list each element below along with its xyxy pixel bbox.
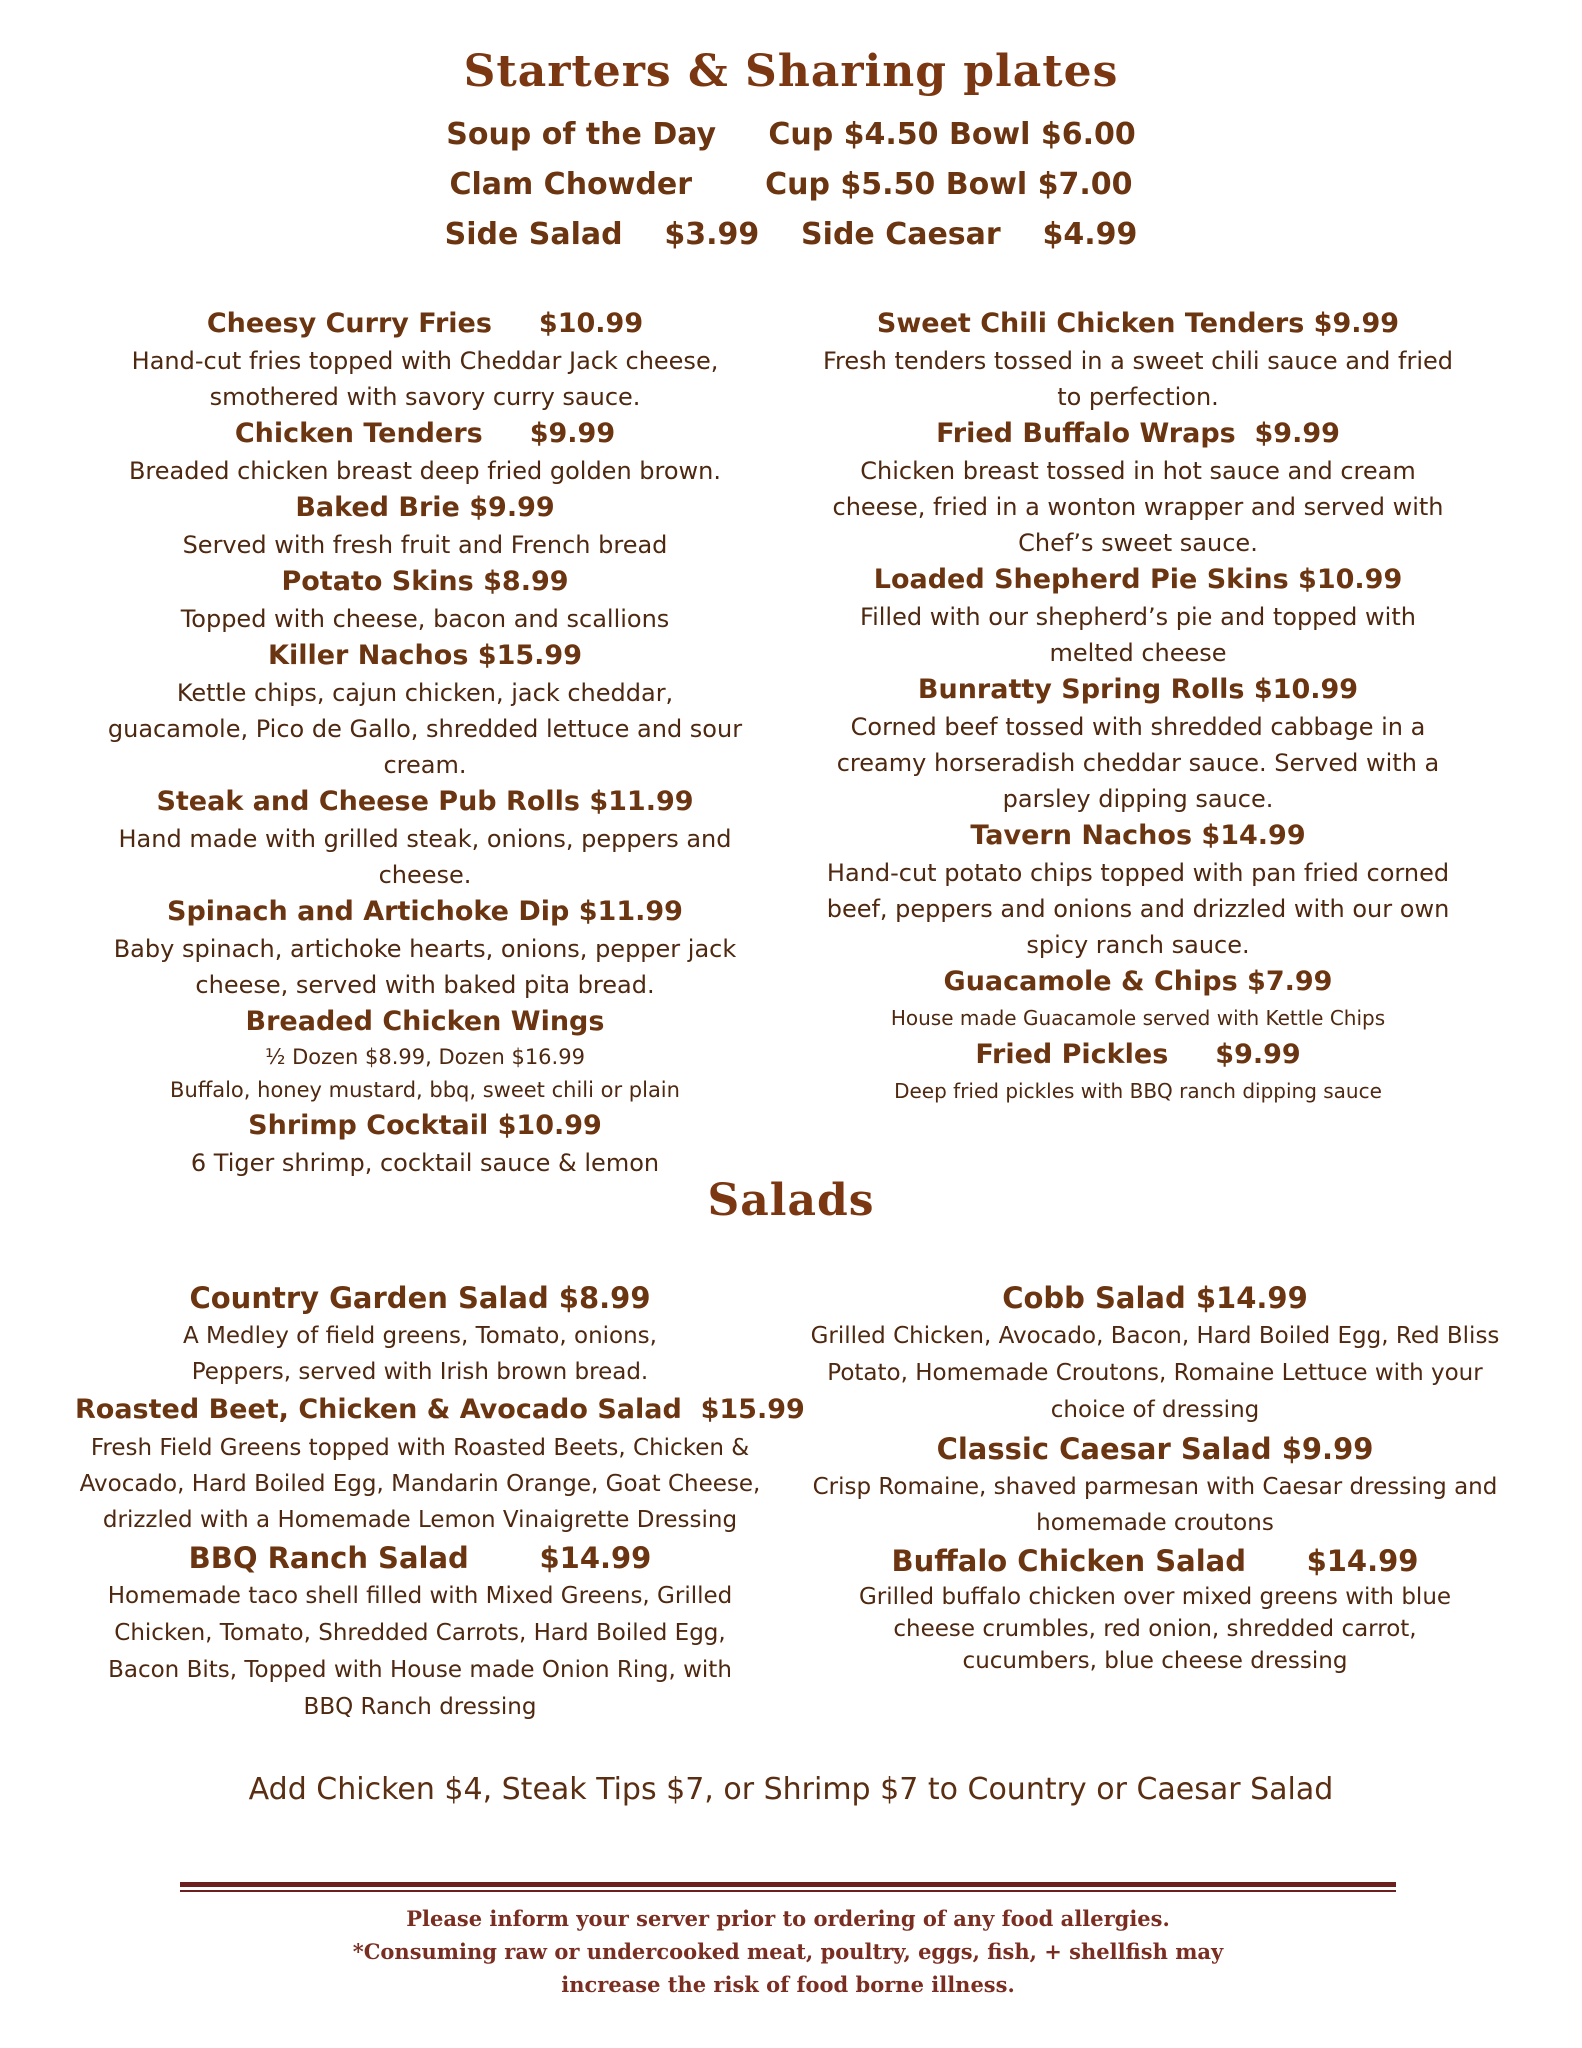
item-description: Fresh tenders tossed in a sweet chili sauce and fried to perfection. [823, 347, 1453, 411]
item-description: Deep fried pickles with BBQ ranch dipping sauce [894, 1079, 1382, 1103]
divider-thick [180, 1882, 1396, 1887]
salads-right-column [790, 1278, 1520, 1677]
top-price-list [0, 110, 1582, 260]
soup-row: Soup of the Day Cup $4.50 Bowl $6.00 [446, 117, 1136, 152]
allergy-footer [180, 1902, 1396, 2001]
item-description: Buffalo, honey mustard, bbq, sweet chili or plain [170, 1078, 680, 1102]
menu-item [75, 1390, 805, 1538]
menu-item [818, 561, 1458, 671]
item-name: Fried Buffalo Wraps $9.99 [936, 418, 1340, 449]
salads-left-column [75, 1278, 805, 1726]
menu-item [790, 1429, 1520, 1541]
item-description: ½ Dozen $8.99, Dozen $16.99 [265, 1045, 585, 1069]
starters-title: Starters & Sharing plates [463, 46, 1119, 97]
item-name: Buffalo Chicken Salad $14.99 [891, 1544, 1419, 1578]
item-name: Spinach and Artichoke Dip $11.99 [167, 896, 683, 927]
item-description: Served with fresh fruit and French bread [182, 531, 668, 559]
side-salad-row: Side Salad $3.99 Side Caesar $4.99 [444, 217, 1138, 252]
item-description: Topped with cheese, bacon and scallions [180, 605, 670, 633]
item-name: Shrimp Cocktail $10.99 [248, 1110, 602, 1141]
menu-item [105, 637, 745, 783]
item-name: Baked Brie $9.99 [295, 492, 555, 523]
salads-title: Salads [707, 1175, 875, 1226]
chowder-row: Clam Chowder Cup $5.50 Bowl $7.00 [449, 167, 1133, 202]
salad-add-on-note: Add Chicken $4, Steak Tips $7, or Shrimp $7 to Country or Caesar Salad [248, 1772, 1334, 1807]
menu-item [105, 305, 745, 415]
menu-item [105, 489, 745, 563]
item-description: Hand made with grilled steak, onions, peppers and cheese. [118, 825, 732, 889]
item-description: House made Guacamole served with Kettle Chips [890, 1006, 1386, 1030]
item-description: Grilled Chicken, Avocado, Bacon, Hard Boiled Egg, Red Bliss Potato, Homemade Croutons, Romaine Lettuce with your choice of dressing [810, 1323, 1500, 1423]
item-description: Filled with our shepherd’s pie and topped with melted cheese [860, 603, 1416, 667]
item-name: Potato Skins $8.99 [281, 566, 569, 597]
consumption-warning: *Consuming raw or undercooked meat, poultry, eggs, fish, + shellfish may increase the risk of food borne illness. [352, 1939, 1224, 1997]
item-name: Loaded Shepherd Pie Skins $10.99 [873, 564, 1403, 595]
menu-item [818, 415, 1458, 561]
starters-left-column [105, 305, 745, 1181]
menu-item [818, 817, 1458, 963]
menu-item [790, 1541, 1520, 1677]
menu-item [105, 415, 745, 489]
item-description: Breaded chicken breast deep fried golden brown. [128, 457, 722, 485]
item-name: Country Garden Salad $8.99 [189, 1281, 651, 1315]
menu-item [75, 1278, 765, 1390]
menu-item [105, 1107, 745, 1181]
item-description: Kettle chips, cajun chicken, jack cheddar, guacamole, Pico de Gallo, shredded lettuce and sour cream. [107, 679, 743, 779]
starters-right-column [818, 305, 1458, 1109]
item-name: Chicken Tenders $9.99 [234, 418, 616, 449]
menu-item [818, 671, 1458, 817]
item-description: Hand-cut potato chips topped with pan fried corned beef, peppers and onions and drizzled with our own spicy ranch sauce. [826, 859, 1450, 959]
item-name: Breaded Chicken Wings [245, 1006, 605, 1037]
item-name: Steak and Cheese Pub Rolls $11.99 [156, 786, 694, 817]
item-description: 6 Tiger shrimp, cocktail sauce & lemon [190, 1149, 660, 1177]
item-name: Fried Pickles $9.99 [975, 1039, 1301, 1070]
item-description: Crisp Romaine, shaved parmesan with Caesar dressing and homemade croutons [812, 1474, 1498, 1536]
item-description: Hand-cut fries topped with Cheddar Jack cheese, smothered with savory curry sauce. [131, 347, 719, 411]
item-description: Baby spinach, artichoke hearts, onions, pepper jack cheese, served with baked pita bread. [113, 935, 737, 999]
menu-item [105, 893, 745, 1003]
menu-item [75, 1538, 765, 1726]
item-name: Classic Caesar Salad $9.99 [936, 1432, 1374, 1466]
item-description: Fresh Field Greens topped with Roasted Beets, Chicken & Avocado, Hard Boiled Egg, Mandarin Orange, Goat Cheese, drizzled with a Homemade Lemon Vinaigrette Dressing [79, 1435, 761, 1533]
menu-item [105, 563, 745, 637]
menu-item [818, 1036, 1458, 1109]
item-description: Corned beef tossed with shredded cabbage in a creamy horseradish cheddar sauce. Served with a parsley dipping sauce. [836, 713, 1440, 813]
menu-item [105, 783, 745, 893]
item-description: Homemade taco shell filled with Mixed Greens, Grilled Chicken, Tomato, Shredded Carrots, Hard Boiled Egg, Bacon Bits, Topped with House made Onion Ring, with BBQ Ranch dressing [107, 1583, 733, 1720]
item-name: Cheesy Curry Fries $10.99 [206, 308, 644, 339]
item-name: Tavern Nachos $14.99 [970, 820, 1306, 851]
item-name: Cobb Salad $14.99 [1002, 1281, 1308, 1315]
menu-item [105, 1003, 745, 1107]
item-name: Sweet Chili Chicken Tenders $9.99 [876, 308, 1400, 339]
item-description: Grilled buffalo chicken over mixed greens with blue cheese crumbles, red onion, shredded carrot, cucumbers, blue cheese dressing [858, 1584, 1452, 1674]
item-name: BBQ Ranch Salad $14.99 [188, 1541, 652, 1575]
menu-item [818, 963, 1458, 1036]
menu-item [818, 305, 1458, 415]
item-name: Bunratty Spring Rolls $10.99 [917, 674, 1359, 705]
allergy-notice: Please inform your server prior to ordering of any food allergies. [406, 1906, 1170, 1931]
menu-item [790, 1278, 1520, 1429]
item-name: Guacamole & Chips $7.99 [943, 966, 1333, 997]
item-description: Chicken breast tossed in hot sauce and cream cheese, fried in a wonton wrapper and served with Chef’s sweet sauce. [832, 457, 1444, 557]
item-name: Killer Nachos $15.99 [268, 640, 582, 671]
item-name: Roasted Beet, Chicken & Avocado Salad $15.99 [75, 1394, 805, 1425]
item-description: A Medley of field greens, Tomato, onions, Peppers, served with Irish brown bread. [183, 1323, 657, 1385]
divider-thin [180, 1890, 1396, 1892]
